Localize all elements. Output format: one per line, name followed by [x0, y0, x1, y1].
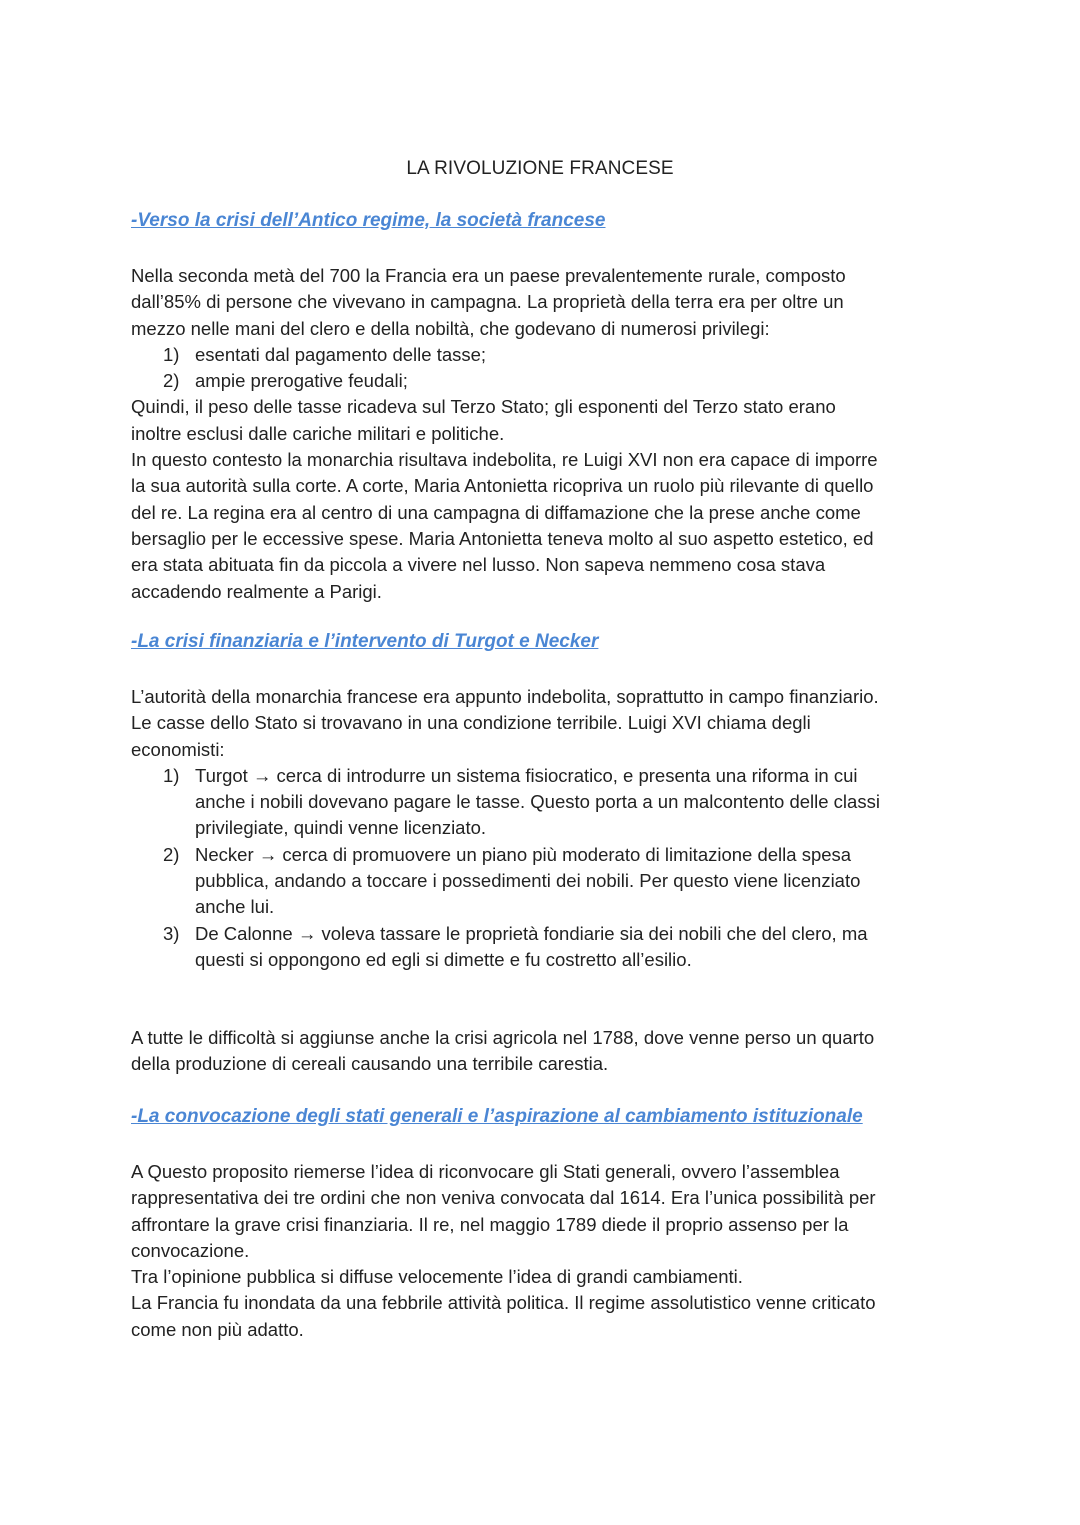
- section-heading[interactable]: -La crisi finanziaria e l’intervento di Turgot e Necker: [131, 631, 599, 652]
- list-number: 1): [163, 764, 180, 786]
- paragraph-line: La Francia fu inondata da una febbrile attività politica. Il regime assolutistico venne criticato: [131, 1292, 876, 1314]
- paragraph-line: bersaglio per le eccessive spese. Maria Antonietta teneva molto al suo aspetto estetico, ed: [131, 527, 874, 549]
- list-item: [131, 842, 951, 921]
- section-antico-regime: [131, 210, 951, 605]
- privileges-list: [131, 342, 951, 395]
- paragraph-line: del re. La regina era al centro di una campagna di diffamazione che la prese anche come: [131, 501, 861, 523]
- list-item-text: anche i nobili dovevano pagare le tasse. Questo porta a un malcontento delle classi: [195, 791, 880, 813]
- paragraph-line: economisti:: [131, 738, 225, 760]
- paragraph-line: era stata abituata fin da piccola a vivere nel lusso. Non sapeva nemmeno cosa stava: [131, 554, 826, 576]
- list-item-text: De Calonne → voleva tassare le proprietà fondiarie sia dei nobili che del clero, ma: [195, 922, 868, 944]
- list-item-text: Necker → cerca di promuovere un piano più moderato di limitazione della spesa: [195, 843, 852, 865]
- list-item-text: esentati dal pagamento delle tasse;: [195, 343, 487, 365]
- list-number: 3): [163, 922, 180, 944]
- economists-list: [131, 763, 951, 973]
- section-stati-generali: [131, 1106, 951, 1343]
- paragraph-line: In questo contesto la monarchia risultava indebolita, re Luigi XVI non era capace di imporre: [131, 449, 878, 471]
- list-number: 2): [163, 843, 180, 865]
- paragraph-line: inoltre esclusi dalle cariche militari e politiche.: [131, 422, 505, 444]
- section-heading[interactable]: -Verso la crisi dell’Antico regime, la società francese: [131, 210, 606, 231]
- paragraph-line: Tra l’opinione pubblica si diffuse velocemente l’idea di grandi cambiamenti.: [131, 1266, 743, 1288]
- paragraph-line: Quindi, il peso delle tasse ricadeva sul Terzo Stato; gli esponenti del Terzo stato erano: [131, 396, 836, 418]
- paragraph-line: A tutte le difficoltà si aggiunse anche la crisi agricola nel 1788, dove venne perso un quarto: [131, 1027, 875, 1048]
- paragraph-line: la sua autorità sulla corte. A corte, Maria Antonietta ricopriva un ruolo più rilevante di quello: [131, 475, 874, 497]
- document-title: LA RIVOLUZIONE FRANCESE: [406, 158, 674, 179]
- paragraph-line: L’autorità della monarchia francese era appunto indebolita, soprattutto in campo finanziario.: [131, 686, 879, 707]
- paragraph-line: Le casse dello Stato si trovavano in una condizione terribile. Luigi XVI chiama degli: [131, 712, 811, 734]
- list-item-text: pubblica, andando a toccare i possedimenti dei nobili. Per questo viene licenziato: [195, 870, 861, 892]
- list-item: [131, 342, 951, 368]
- section-crisi-finanziaria: [131, 631, 951, 973]
- paragraph-line: Nella seconda metà del 700 la Francia era un paese prevalentemente rurale, composto: [131, 265, 846, 286]
- list-item: [131, 763, 951, 842]
- list-item: [131, 921, 951, 974]
- paragraph-line: accadendo realmente a Parigi.: [131, 580, 382, 602]
- list-number: 2): [163, 370, 180, 392]
- paragraph-line: A Questo proposito riemerse l’idea di riconvocare gli Stati generali, ovvero l’assemblea: [131, 1161, 840, 1182]
- paragraph-line: affrontare la grave crisi finanziaria. Il re, nel maggio 1789 diede il proprio assenso per la: [131, 1213, 849, 1235]
- list-item-text: anche lui.: [195, 896, 275, 918]
- list-item-text: Turgot → cerca di introdurre un sistema fisiocratico, e presenta una riforma in cui: [195, 764, 858, 786]
- list-item-text: questi si oppongono ed egli si dimette e fu costretto all’esilio.: [195, 948, 692, 970]
- paragraph-line: rappresentativa dei tre ordini che non veniva convocata dal 1614. Era l’unica possibilità per: [131, 1187, 876, 1209]
- section-crisi-agricola: [131, 1025, 951, 1078]
- paragraph-line: mezzo nelle mani del clero e della nobiltà, che godevano di numerosi privilegi:: [131, 317, 770, 339]
- paragraph-line: della produzione di cereali causando una terribile carestia.: [131, 1053, 609, 1075]
- paragraph-line: convocazione.: [131, 1239, 250, 1261]
- list-item: [131, 368, 951, 394]
- paragraph-line: come non più adatto.: [131, 1318, 304, 1340]
- list-item-text: ampie prerogative feudali;: [195, 370, 408, 392]
- list-number: 1): [163, 343, 180, 365]
- paragraph-line: dall’85% di persone che vivevano in campagna. La proprietà della terra era per oltre un: [131, 291, 844, 313]
- section-heading[interactable]: -La convocazione degli stati generali e l’aspirazione al cambiamento istituzionale: [131, 1106, 863, 1127]
- list-item-text: privilegiate, quindi venne licenziato.: [195, 817, 487, 839]
